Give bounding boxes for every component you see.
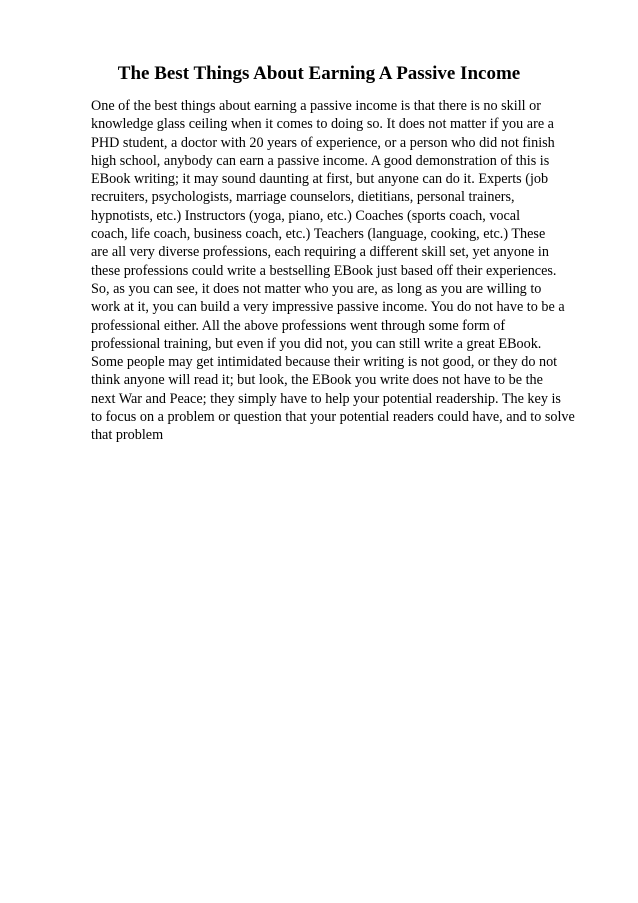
text-line: high school, anybody can earn a passive income. A good demonstration of this is: [91, 152, 550, 169]
text-line: think anyone will read it; but look, the EBook you write does not have to be the: [91, 372, 543, 389]
text-line: Some people may get intimidated because their writing is not good, or they do not: [91, 354, 558, 371]
text-line: PHD student, a doctor with 20 years of experience, or a person who did not finish: [91, 134, 555, 151]
text-line: So, as you can see, it does not matter who you are, as long as you are willing to: [91, 280, 542, 297]
text-line: work at it, you can build a very impressive passive income. You do not have to be a: [91, 299, 565, 316]
body-paragraph: [91, 97, 611, 445]
text-line: next War and Peace; they simply have to help your potential readership. The key is: [91, 390, 561, 407]
text-line: coach, life coach, business coach, etc.) Teachers (language, cooking, etc.) These: [91, 226, 546, 243]
text-line: professional training, but even if you did not, you can still write a great EBook.: [91, 335, 542, 352]
text-line: hypnotists, etc.) Instructors (yoga, piano, etc.) Coaches (sports coach, vocal: [91, 207, 521, 224]
text-line: knowledge glass ceiling when it comes to doing so. It does not matter if you are a: [91, 116, 554, 133]
text-line: to focus on a problem or question that your potential readers could have, and to solve: [91, 409, 575, 426]
text-line: One of the best things about earning a passive income is that there is no skill or: [91, 98, 541, 114]
text-line: that problem: [91, 427, 164, 444]
document-title: The Best Things About Earning A Passive Income: [117, 63, 521, 84]
text-line: are all very diverse professions, each requiring a different skill set, yet anyone in: [91, 244, 549, 261]
text-line: these professions could write a bestselling EBook just based off their experiences.: [91, 262, 557, 279]
text-line: recruiters, psychologists, marriage counselors, dietitians, personal trainers,: [91, 189, 515, 206]
text-line: professional either. All the above professions went through some form of: [91, 317, 506, 334]
text-line: EBook writing; it may sound daunting at first, but anyone can do it. Experts (job: [91, 171, 549, 188]
